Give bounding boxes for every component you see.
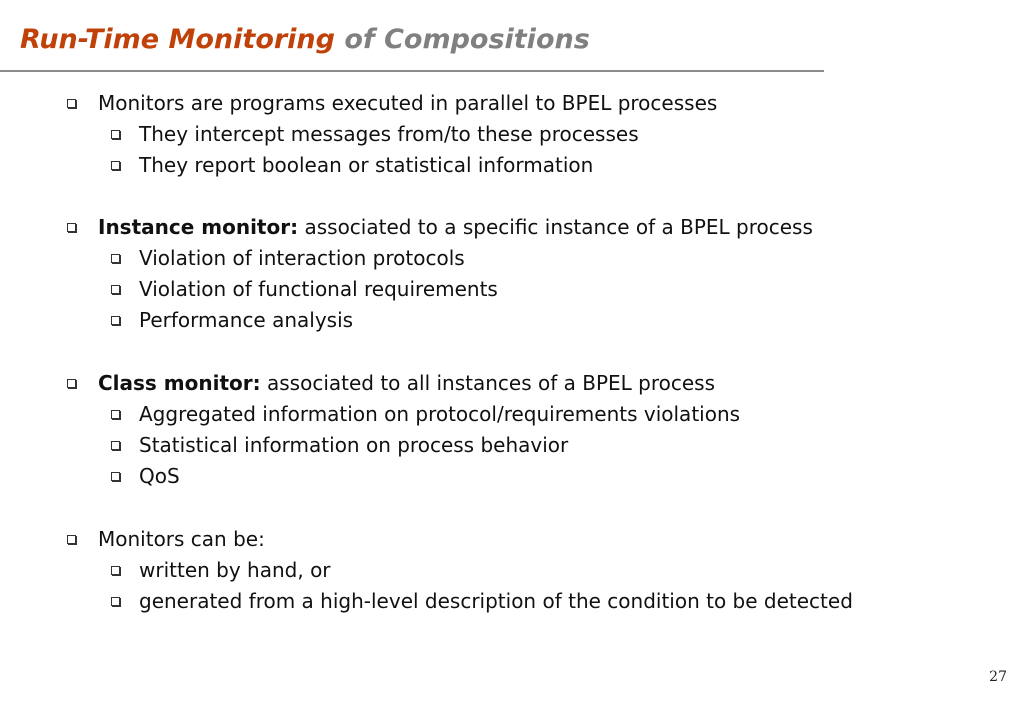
square-bullet-icon	[67, 535, 76, 544]
square-bullet-icon	[111, 130, 120, 139]
square-bullet-icon	[111, 254, 120, 263]
sub-bullet-text: Aggregated information on protocol/requirements violations	[139, 402, 741, 426]
sub-bullet-item	[0, 274, 498, 304]
sub-bullet-item	[0, 430, 568, 460]
bullet-item	[0, 88, 717, 118]
square-bullet-icon	[67, 223, 76, 232]
square-bullet-icon	[111, 285, 120, 294]
title-accent: Run-Time Monitoring	[20, 24, 335, 55]
square-bullet-icon	[111, 161, 120, 170]
square-bullet-icon	[67, 99, 76, 108]
title-divider	[0, 70, 824, 72]
sub-bullet-text: They report boolean or statistical information	[139, 153, 594, 177]
sub-bullet-item	[0, 461, 180, 491]
sub-bullet-text: Violation of functional requirements	[139, 277, 498, 301]
bullet-lead: Instance monitor:	[98, 215, 299, 239]
square-bullet-icon	[67, 379, 76, 388]
slide-title	[20, 20, 590, 60]
square-bullet-icon	[111, 441, 120, 450]
sub-bullet-item	[0, 119, 639, 149]
sub-bullet-text: generated from a high-level description of the condition to be detected	[139, 589, 853, 613]
square-bullet-icon	[111, 597, 120, 606]
sub-bullet-text: Statistical information on process behavior	[139, 433, 569, 457]
square-bullet-icon	[111, 566, 120, 575]
square-bullet-icon	[111, 472, 120, 481]
page-number: 27	[989, 669, 1007, 685]
sub-bullet-text: They intercept messages from/to these processes	[139, 122, 639, 146]
sub-bullet-item	[0, 586, 853, 616]
sub-bullet-text: written by hand, or	[139, 558, 331, 582]
bullet-text: associated to a specific instance of a BPEL process	[298, 215, 813, 239]
sub-bullet-text: QoS	[139, 464, 180, 488]
bullet-item	[0, 212, 813, 242]
sub-bullet-text: Performance analysis	[139, 308, 354, 332]
bullet-lead: Class monitor:	[98, 371, 261, 395]
sub-bullet-item	[0, 150, 593, 180]
bullet-text: Monitors are programs executed in parallel to BPEL processes	[98, 91, 718, 115]
bullet-item	[0, 368, 715, 398]
sub-bullet-text: Violation of interaction protocols	[139, 246, 465, 270]
bullet-text: associated to all instances of a BPEL process	[260, 371, 716, 395]
sub-bullet-item	[0, 555, 331, 585]
title-rest: of Compositions	[334, 24, 590, 55]
sub-bullet-item	[0, 399, 740, 429]
square-bullet-icon	[111, 410, 120, 419]
bullet-item	[0, 524, 265, 554]
bullet-text: Monitors can be:	[98, 527, 265, 551]
sub-bullet-item	[0, 243, 465, 273]
square-bullet-icon	[111, 316, 120, 325]
sub-bullet-item	[0, 305, 353, 335]
